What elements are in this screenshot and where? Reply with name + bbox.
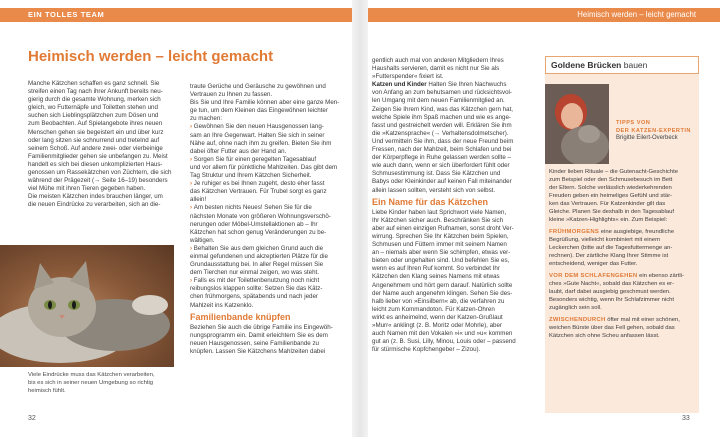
tip-line [549,252,697,260]
body-line-text: Vertrauen zu Ihnen zu fassen. [190,91,273,99]
body-line-text: reibungslos klappen sollte: Setzen Sie das Kätz- [190,285,323,293]
body-line-text: seinem Schoß. Auf andere zwei- oder vierbeinige [28,144,163,152]
column-2 [190,83,344,356]
body-line [190,172,344,180]
body-line-text: Am besten nichts Neues! Sehen Sie für die [193,204,312,212]
body-line [372,130,536,138]
body-line-text: nungsprogramm ein. Damit erleichtern Sie es dem [190,331,328,339]
body-line-text: viel Mühe mit ihren Tieren gegeben haben. [28,185,146,193]
tip-line-text: Kinder lieben Rituale – die Gutenacht-Geschichte [549,169,679,175]
body-line [190,83,344,91]
tip-line-text: eine ausgiebige, freundliche [599,229,675,235]
body-line-text: neuen Hausgenossen, seine Familienbande zu [190,339,319,347]
bullet-arrow-icon: › [190,204,194,212]
body-line-text: Manche Kätzchen schaffen es ganz schnell. Sie [28,80,160,87]
tip-author-label-2: DER KATZEN-EXPERTIN [616,127,691,134]
body-line [28,96,176,104]
tip-line [549,236,697,244]
column-1 [28,80,176,210]
body-line [190,132,344,140]
body-line [372,265,536,273]
tip-line-text: Besonders wichtig, wenn Ihr Schlafzimmer nicht [549,297,675,303]
body-line [190,148,344,156]
body-line-text: genossen um Rassekätzchen von Züchtern, die sich [28,169,172,177]
body-line-text: Und vermitteln Sie ihm, dass der neue Freund beim [372,137,514,145]
section-heading-name: Ein Name für das Kätzchen [372,196,489,207]
tip-box-heading [545,56,699,74]
page-number-right: 33 [682,415,690,422]
body-line [372,290,536,298]
column-3 [372,57,536,354]
body-line-text: aber auf einen einzigen Rufnamen, sonst droht Ver- [372,224,514,232]
body-line-text: wie auch dann, wenn er sich überfordert fühlt oder [372,162,510,170]
body-line-text: fasst und gestreichelt werden will. Erklären Sie ihm [372,121,512,129]
body-line-text: »Murr« anklingt (z. B. Moritz oder Mohrle), aber [372,322,502,329]
tip-line [549,168,697,176]
body-line [372,217,536,225]
expert-portrait [545,84,609,164]
body-line-text: handelt es sich bei diesen unkomplizierten Haus- [28,160,163,168]
bullet-arrow-icon: › [190,244,194,252]
body-line-text: Je ruhiger es bei Ihnen zugeht, desto eher fasst [193,180,325,188]
inline-label-kids: Katzen und Kinder [372,81,427,89]
body-line [28,185,176,193]
tip-line-text: ein ebenso zärtli- [637,273,684,279]
body-line [372,209,536,217]
body-line-text: Schmusestimmung ist. Dass Sie Kätzchen und [372,170,501,178]
tip-line-text: ken das Vertrauen. Für Katzenkinder gilt das [549,201,666,207]
body-line-text: zu machen: [190,115,222,123]
body-line-text: wenn es auf Ihren Ruf kommt. So verbindet Ihr [372,265,500,273]
body-line-text: sam an Ihre Gegenwart. Halten Sie sich in seiner [190,131,325,139]
tip-line-text: weichen Bürste über das Fell gehen, sobald das [549,325,675,331]
body-line-text: »Futterspender« fixiert ist. [372,73,444,81]
body-line [28,137,176,145]
body-line-text: allein! [190,196,207,204]
tip-box-heading-bold: Goldene Brücken [551,60,622,70]
body-line-text: Angenehmem und hört gern darauf. Natürlich sollte [372,281,513,289]
body-line-text: Falls es mit der Toilettenbenutzung noch nicht [193,277,320,285]
body-line [28,153,176,161]
body-line [372,73,536,81]
body-line [190,123,344,131]
body-line [372,187,536,195]
running-header-right: Heimisch werden – leicht gemacht [368,8,720,22]
page-title: Heimisch werden – leicht gemacht [28,48,274,65]
caption-line-text: Viele Eindrücke muss das Kätzchen verarbeiten, [28,372,155,378]
body-line-text: wältigen. [190,236,215,244]
tip-keyword: VOR DEM SCHLAFENGEHEN [549,273,638,279]
body-line [190,156,344,164]
body-line [28,201,176,209]
body-line [372,314,536,322]
body-line-text: Grundausstattung bei. In aller Regel müssen Sie [190,261,324,269]
body-line [190,204,344,212]
body-line-text: Sorgen Sie für einen geregelten Tagesablauf [193,155,317,163]
caption-line-text: bis es sich in seiner neuen Umgebung so richtig [28,379,154,386]
body-line [28,104,176,112]
body-line-text: der Name auch angenehm klingen. Sehen Sie des- [372,289,513,297]
body-line-text: Fressen, nach der Mahlzeit, beim Schlafen und bei [372,146,512,154]
caption-line [28,388,174,396]
body-line [28,129,176,137]
body-line [190,269,344,277]
tip-line [549,192,697,200]
body-line [372,338,536,346]
tip-line-text: kleine »Katzen-Highlights« ein. Zum Beispiel: [549,217,668,223]
body-line [372,81,536,89]
body-line [372,346,536,354]
tip-line [549,304,697,312]
tip-line [549,296,697,304]
photo-caption [28,372,174,395]
body-line-text: für stürmische Kopfchengeber – Zizou). [372,346,481,354]
body-line-text: bieten oder ungehalten sind. Und befehlen Sie es, [372,257,510,265]
body-line-text: Ihr Kätzchen sicher auch. Beschränken Sie sich [372,216,504,224]
kitten-photo [0,245,174,367]
body-line-text: Liebe Kinder haben laut Sprichwort viele Namen, [372,208,507,216]
body-line [372,138,536,146]
body-line [372,306,536,314]
body-line [190,140,344,148]
body-line-text: halb lieber von »Einsilbern« ab, die verfahren zu [372,297,505,305]
body-line [190,213,344,221]
body-line [372,225,536,233]
tip-line [549,176,697,184]
body-line [190,229,344,237]
body-line-text: leicht zum Kommandoton. Für Katzen-Ohren [372,305,495,313]
caption-line-text: heimisch fühlt. [28,387,66,394]
body-line-text: Gewöhnen Sie den neuen Hausgenossen lang- [193,123,324,131]
tip-line-text: Kätzchen sich ohne Scheu anfassen lässt. [549,333,660,339]
bullet-arrow-icon: › [190,155,194,163]
body-line-text: gut an (z. B. Susi, Lilly, Minou, Louis oder – passend [372,338,516,346]
caption-line [28,372,174,380]
bullet-arrow-icon: › [190,277,194,285]
body-line [190,221,344,229]
body-line [28,169,176,177]
body-line-text: Familienmitglieder gehen sie unbefangen zu. Meist [28,152,168,160]
page-number-left: 32 [28,415,36,422]
body-line [190,253,344,261]
tip-line [549,244,697,252]
tip-box-body [549,168,697,340]
tip-line [549,324,697,332]
body-line-text: einmal gefundenen und akzeptierten Plätze für die [190,252,328,260]
body-line-text: dabei öfter Futter aus der Hand an. [190,147,287,155]
tip-line-text: laubt, darf dabei ausgiebig geschmust werden. [549,289,671,295]
body-line [28,145,176,153]
body-line [372,146,536,154]
tip-author-block [616,120,691,143]
caption-line [28,380,174,388]
body-line-text: Nähe auf, ohne nach ihm zu greifen. Bieten Sie ihm [190,139,332,147]
body-line-text: Halten Sie Ihren Nachwuchs [426,81,507,89]
body-line-text: Zeigen Sie Ihrem Kind, was das Kätzchen gern hat, [372,105,514,113]
body-line [190,348,344,356]
tip-line-text: zugänglich sein soll. [549,305,602,311]
body-line [190,91,344,99]
body-line-text: der Körperpflege in Ruhe gelassen werden sollte – [372,154,511,162]
kitten-illustration [0,245,174,367]
tip-line [549,332,697,340]
tip-author-name: Brigitte Eilert-Overbeck [616,135,678,141]
tip-line [549,228,697,236]
body-line [28,177,176,185]
body-line-text: Kätzchen hat schon genug Veränderungen zu be- [190,228,327,236]
body-line [372,170,536,178]
body-line [372,57,536,65]
body-line-text: an – niemals aber wenn Sie schimpfen, etwas ver- [372,249,511,257]
body-line [372,273,536,281]
body-line-text: dem Tierchen nur einmal zeigen, wo was steht. [190,269,319,277]
tip-line [549,260,697,268]
tip-line-text: zum Beispiel oder den Schmusebesuch im Bett [549,177,673,183]
tip-box-heading-rest: bauen [621,60,648,70]
tip-line-text: ches »Gute Nacht«, sobald das Kätzchen es er- [549,281,675,287]
body-line [372,89,536,97]
body-line [372,330,536,338]
body-line-text: nerungen oder Möbel-Umstellaktionen ab – Ihr [190,220,318,228]
body-line-text: Behalten Sie aus dem gleichen Grund auch die [193,244,324,252]
tip-author-label-1: TIPPS VON [616,120,651,126]
body-line [190,285,344,293]
body-line-text: len Umgang mit dem neuen Familienmitglied an. [372,97,505,105]
bullet-arrow-icon: › [190,123,194,131]
tip-line-text: Begrüßung, vielleicht kombiniert mit einem [549,237,660,243]
body-line-text: die »Katzensprache« (→ Verhaltensdolmetscher). [372,129,509,137]
body-line [372,233,536,241]
body-line [190,261,344,269]
body-line [372,154,536,162]
body-line [190,340,344,348]
body-line [372,298,536,306]
body-line [190,332,344,340]
body-line-text: das Kätzchen Vertrauen. Für Trubel sorgt es ganz [190,188,327,196]
tip-line-text: öfter mal mit einer schönen, [605,317,680,323]
section-heading-family: Familienbande knüpfen [190,311,291,322]
tip-line [549,288,697,296]
body-line-text: Schmusen und Füttern immer mit seinem Namen [372,241,507,249]
body-line-text: Kätzchen den Klang seines Namens mit etwas [372,273,500,281]
body-line [190,277,344,285]
body-line [28,161,176,169]
body-line [190,180,344,188]
body-line-text: und vor allem für pünktliche Mahlzeiten. Das gibt dem [190,163,338,171]
tip-line [549,272,697,280]
body-line [372,178,536,186]
body-line [28,193,176,201]
tip-keyword: ZWISCHENDURCH [549,317,606,323]
tip-line-text: Freuden geben ein heimeliges Gefühl und stär- [549,193,673,199]
tip-line-text: Gleiche. Planen Sie deshalb in den Tagesablauf [549,209,674,215]
body-line [372,65,536,73]
body-line-text: Tag Struktur und Ihrem Kätzchen Sicherheit. [190,172,312,180]
body-line [190,164,344,172]
body-line-text: wirrung. Sprechen Sie Ihr Kätzchen beim Spielen, [372,232,509,240]
tip-line [549,316,697,324]
body-line-text: gierig durch die gesamte Wohnung, merken sich [28,96,161,104]
body-line [190,99,344,107]
body-line [372,162,536,170]
body-line-text: gleich, wo Futternäpfe und Toiletten stehen und [28,104,158,112]
tip-keyword: FRÜHMORGENS [549,229,600,235]
body-line [28,120,176,128]
expert-photo [545,84,609,164]
body-line-text: oder lang sitzen sie schnurrend und treteInd auf [28,136,160,144]
body-line-text: suchen sich Lieblingsplätzchen zum Dösen und [28,112,159,120]
body-line-text: wirkt es anheimelnd, wenn der Katzen-Grußlaut [372,313,503,321]
body-line-text: Babys oder Kleinkinder auf keinen Fall miteinander [372,178,512,186]
body-line-text: Menschen gehen sie begeistert ein und über kurz [28,128,164,136]
body-line [190,293,344,301]
body-line-text: die neuen Eindrücke zu verarbeiten, sich an die- [28,201,161,209]
body-line-text: Die meisten Kätzchen indes brauchen länger, um [28,193,163,201]
tip-line [549,200,697,208]
body-line [190,107,344,115]
body-line [372,241,536,249]
body-line [372,257,536,265]
body-line [190,188,344,196]
body-line-text: Bis Sie und Ihre Familie können aber eine ganze Men- [190,99,340,107]
tip-line-text: der Eltern. Solche verlässlich wiederkehrenden [549,185,672,191]
tip-line [549,280,697,288]
body-line-text: zum Beobachten. Auf Spielangebote ihres neuen [28,120,163,128]
body-line-text: welche Spiele ihm Spaß machen und wie es ange- [372,113,511,121]
tip-line [549,208,697,216]
body-line [372,249,536,257]
body-line [28,80,176,88]
body-line-text: von Anfang an zum behutsamen und rücksichtsvol- [372,89,512,97]
body-line [372,97,536,105]
body-line [190,245,344,253]
body-line [190,324,344,332]
body-line-text: chen frühmorgens, spätabends und nach jeder [190,293,318,301]
body-line [28,88,176,96]
body-line [372,322,536,330]
body-line-text: ge tun, um dem Kleinen das Eingewöhnen leichter [190,107,328,115]
body-line-text: Haushalts servieren, damit es nicht nur Sie als [372,65,500,73]
body-line-text: nächsten Monate von größeren Wohnungsverschö- [190,212,331,220]
tip-line [549,184,697,192]
running-header-left: EIN TOLLES TEAM [0,8,352,22]
body-line-text: auch Namen mit den Vokalen »i« und »u« kommen [372,330,513,338]
body-line-text: traute Gerüche und Geräusche zu gewöhnen und [190,83,326,90]
body-line [372,106,536,114]
body-line [190,196,344,204]
tip-line-text: rechnen). Der zärtliche Klang Ihrer Stimme ist [549,253,669,259]
tip-line-text: Leckerchen (bitte auf die Tagesfuttermenge an- [549,245,673,251]
body-line [190,237,344,245]
body-line [372,122,536,130]
body-line-text: knüpfen. Lassen Sie Kätzchens Mahlzeiten dabei [190,348,326,355]
body-line-text: Beziehen Sie auch die übrige Familie ins Eingewöh- [190,323,333,331]
body-line [190,302,344,310]
bullet-arrow-icon: › [190,180,194,188]
body-line [372,282,536,290]
book-spine [352,0,368,437]
tip-line-text: entscheidend, weniger das Futter. [549,261,638,267]
body-line [28,112,176,120]
body-line-text: während der Prägezeit (→ Seite 16–19) besonders [28,177,168,185]
body-line-text: streifen einen Tag nach ihrer Ankunft bereits neu- [28,88,163,96]
body-line-text: Mahlzeit ins Katzenklo. [190,301,254,309]
body-line-text: allein lassen sollten, versteht sich von selbst. [372,186,496,194]
body-line-text: gentlich auch mal von anderen Mitgliedern Ihres [372,57,504,64]
body-line [372,114,536,122]
body-line [190,115,344,123]
tip-line [549,216,697,224]
